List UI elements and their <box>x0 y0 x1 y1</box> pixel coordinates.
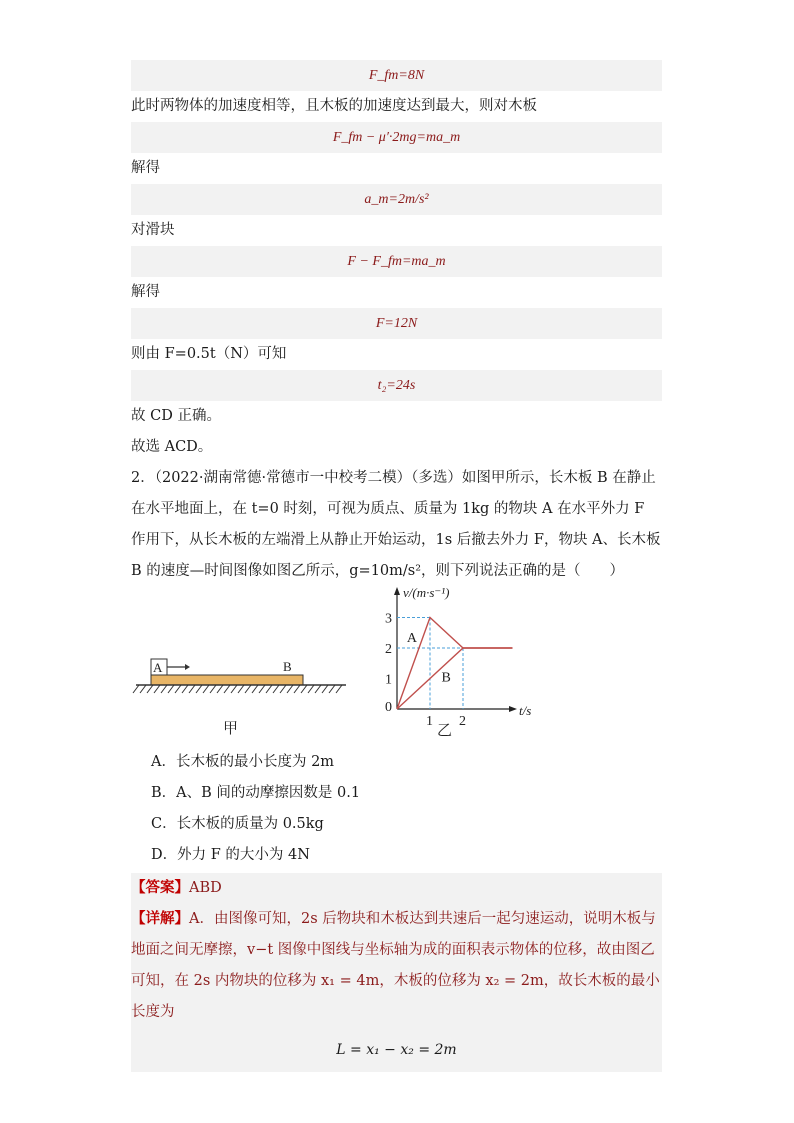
hatch-mark <box>217 685 223 693</box>
hatch-mark <box>175 685 181 693</box>
equation-acceleration: a_m=2m/s² <box>131 184 662 215</box>
hatch-mark <box>287 685 293 693</box>
hatch-mark <box>161 685 167 693</box>
y-axis-arrow <box>394 587 400 595</box>
hatch-mark <box>308 685 314 693</box>
hatch-mark <box>252 685 258 693</box>
x-tick-label: 1 <box>426 714 433 729</box>
option-b: B．A、B 间的动摩擦因数是 0.1 <box>151 785 361 801</box>
hatch-mark <box>259 685 265 693</box>
y-tick-label: 2 <box>385 642 392 657</box>
hatch-mark <box>224 685 230 693</box>
y-tick-label: 3 <box>385 611 392 627</box>
board-b <box>151 675 303 685</box>
y-tick-label: 1 <box>385 672 392 688</box>
hatch-mark <box>238 685 244 693</box>
hatch-mark <box>301 685 307 693</box>
hatch-mark <box>168 685 174 693</box>
hatch-mark <box>189 685 195 693</box>
hatch-mark <box>133 685 139 693</box>
hatch-mark <box>231 685 237 693</box>
answer-block <box>131 873 662 1072</box>
answer-line <box>131 873 662 904</box>
equation-time: t₂=24s <box>131 370 662 401</box>
x-axis-arrow <box>509 706 517 712</box>
origin-label: 0 <box>385 700 392 715</box>
question-text: 2．（2022·湖南常德·常德市一中校考二模）（多选）如图甲所示，长木板 B 在静止在水平地面上，在 t=0 时刻，可视为质点、质量为 1kg 的物块 A 在水平外力 F 作用下，从长木板的左端滑上从静止开始运动，1s 后撤去外力 F，物块 A、长木板 B 的速度—时间图像如图乙所示，g=10m/s²，则下列说法正确的是（ ） <box>131 470 661 579</box>
caption-jia: 甲 <box>223 721 239 737</box>
hatch-mark <box>294 685 300 693</box>
hatch-mark <box>315 685 321 693</box>
hatch-mark <box>154 685 160 693</box>
hatch-mark <box>140 685 146 693</box>
text-line: 此时两物体的加速度相等，且木板的加速度达到最大，则对木板 <box>131 98 537 114</box>
curve-a-label: A <box>406 630 418 646</box>
x-tick-label: 2 <box>459 714 466 729</box>
answer-value: ABD <box>189 880 222 896</box>
detail-label: 【详解】 <box>131 911 189 927</box>
figure-row <box>131 587 662 747</box>
hatch-mark <box>280 685 286 693</box>
detail-text: A．由图像可知，2s 后物块和木板达到共速后一起匀速运动，说明木板与地面之间无摩擦，v−t 图像中图线与坐标轴为成的面积表示物体的位移，故由图乙可知，在 2s 内物块的位移为 x₁ = 4m，木板的位移为 x₂ = 2m，故长木板的最小长度为 <box>131 911 660 1020</box>
hatch-mark <box>245 685 251 693</box>
option-d: D．外力 F 的大小为 4N <box>151 847 310 863</box>
text-line: 解得 <box>131 160 160 176</box>
equation-force: F=12N <box>131 308 662 339</box>
hatch-mark <box>273 685 279 693</box>
option-c: C．长木板的质量为 0.5kg <box>151 816 324 832</box>
detail-paragraph <box>131 904 662 1028</box>
figure-jia <box>131 587 361 747</box>
hatch-mark <box>196 685 202 693</box>
equation-block: F − F_fm=ma_m <box>131 246 662 277</box>
text-line: 解得 <box>131 284 160 300</box>
chart-axes <box>394 587 517 712</box>
equation-min-length: L = x₁ − x₂ = 2m <box>336 1042 457 1058</box>
figure-yi-chart <box>369 577 549 737</box>
hatch-mark <box>322 685 328 693</box>
curve-b-label: B <box>441 670 451 686</box>
text-line: 故选 ACD。 <box>131 439 213 455</box>
text-line: 对滑块 <box>131 222 175 238</box>
hatch-mark <box>182 685 188 693</box>
force-arrowhead <box>185 664 190 670</box>
board-b-label: B <box>283 659 292 674</box>
hatch-mark <box>203 685 209 693</box>
text-line: 故 CD 正确。 <box>131 408 221 424</box>
answer-label: 【答案】 <box>131 880 189 896</box>
y-axis-label: v/(m·s⁻¹) <box>403 585 450 600</box>
document-page <box>131 60 662 1072</box>
equation-board: F_fm − μ′·2mg=ma_m <box>131 122 662 153</box>
x-axis-label: t/s <box>519 703 532 718</box>
hatch-mark <box>266 685 272 693</box>
caption-yi: 乙 <box>437 723 453 737</box>
option-a: A．长木板的最小长度为 2m <box>151 754 335 770</box>
ground-hatch <box>133 685 342 693</box>
chart-labels <box>385 585 531 737</box>
hatch-mark <box>336 685 342 693</box>
text-line: 则由 F=0.5t（N）可知 <box>131 346 287 362</box>
hatch-mark <box>147 685 153 693</box>
hatch-mark <box>329 685 335 693</box>
equation-friction-max: F_fm=8N <box>131 60 662 91</box>
hatch-mark <box>210 685 216 693</box>
block-a-label: A <box>153 660 163 675</box>
series-line-B <box>397 648 513 709</box>
